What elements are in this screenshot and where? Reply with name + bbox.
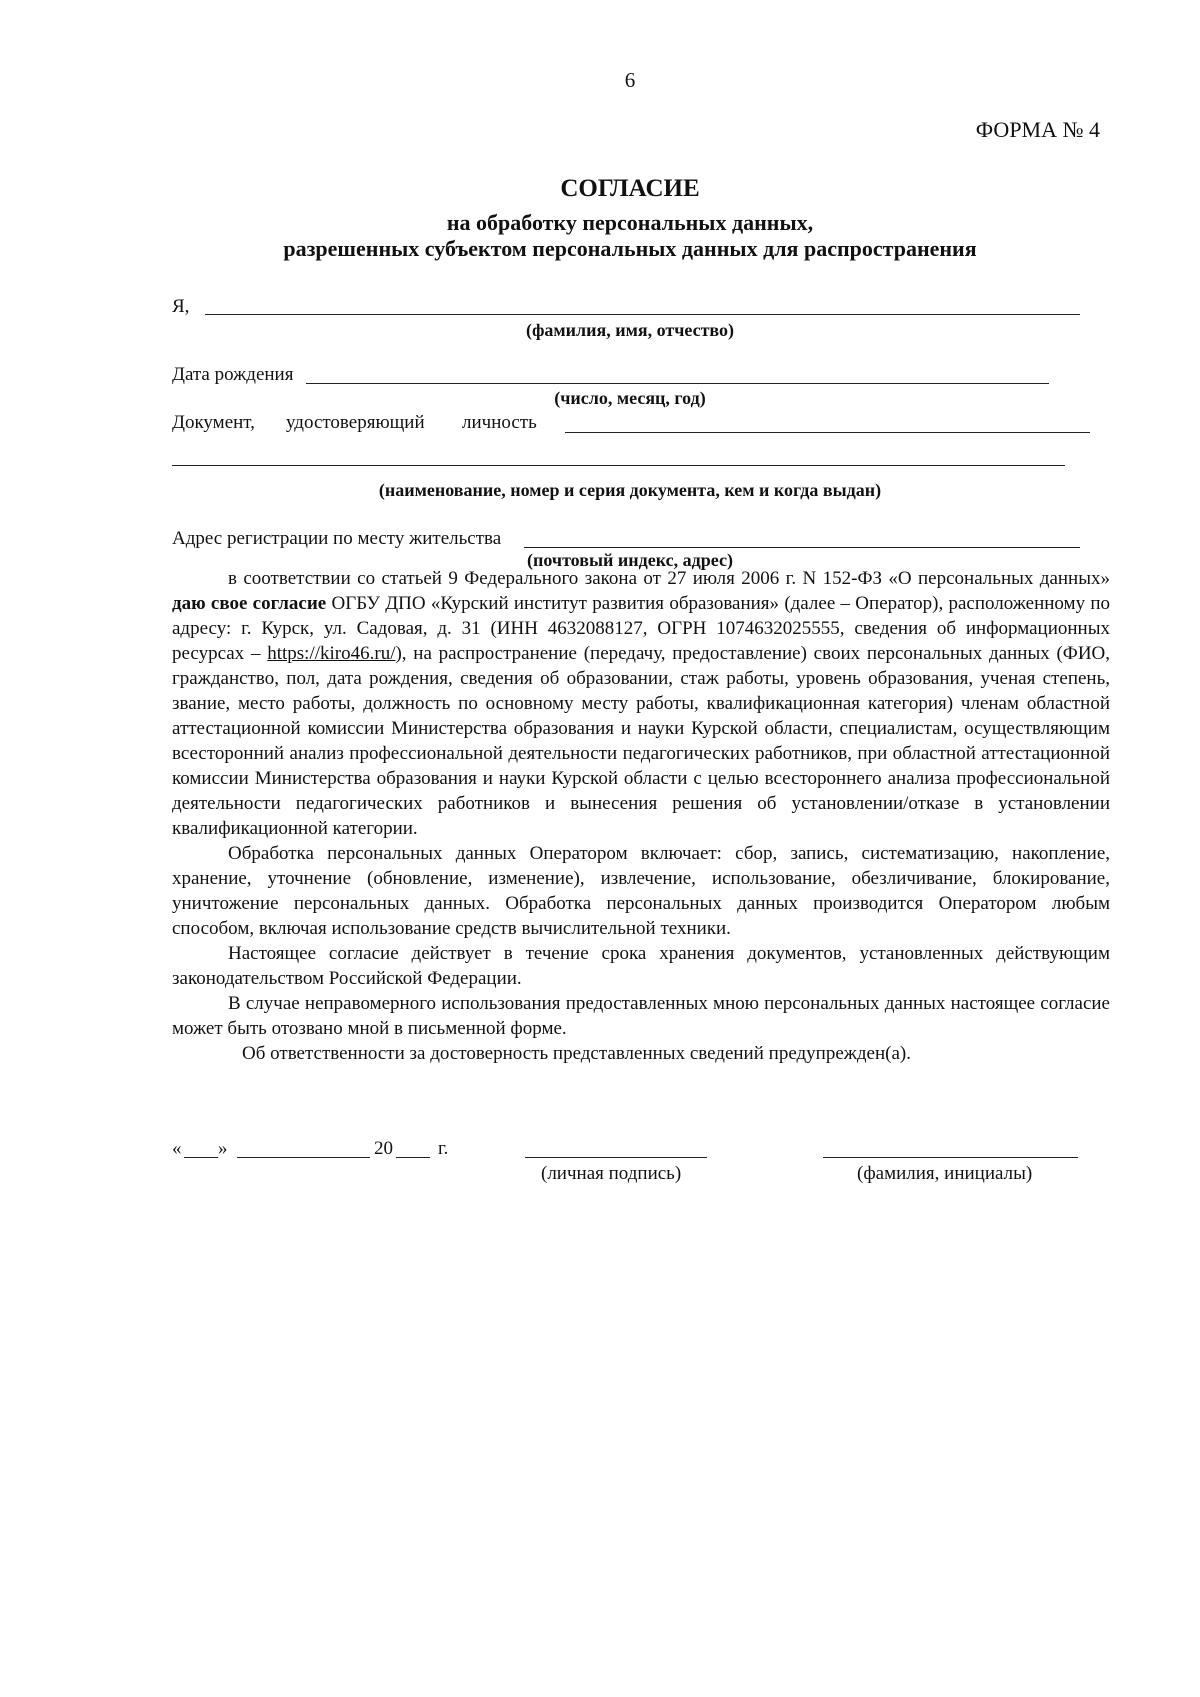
date-month-input-line[interactable] <box>237 1157 370 1158</box>
birth-date-hint: (число, месяц, год) <box>554 388 706 408</box>
document-label-1: Документ, <box>172 412 255 433</box>
name-hint: (фамилия, имя, отчество) <box>525 320 735 340</box>
form-label: ФОРМА № 4 <box>975 117 1100 142</box>
date-year-suffix: г. <box>438 1138 449 1159</box>
document-subtitle-2: разрешенных субъектом персональных данных для распространения <box>283 236 977 261</box>
birth-date-input-line[interactable] <box>306 383 1049 384</box>
address-label: Адрес регистрации по месту жительства <box>172 528 502 549</box>
p1-text-b: ОГБУ ДПО «Курский институт развития образования» (далее – Оператор), расположенному по адресу: г. Курск, ул. Садовая, д. 31 (ИНН 4632088127, ОГРН 1074632025555, сведения об информационных ресурсах – <box>172 593 1111 664</box>
document-title: СОГЛАСИЕ <box>560 175 700 202</box>
date-quote-close: » <box>218 1138 228 1159</box>
p1-text-c: ), на распространение (передачу, предоставление) своих персональных данных (ФИО, гражданство, пол, дата рождения, сведения об образовании, стаж работы, уровень образования, ученая степень, звание, место работы, должность по основному месту работы, квалификационная категория) членам областной аттестационной комиссии Министерства образования и науки Курской области, специалистам, осуществляющим всесторонний анализ профессиональной деятельности педагогических работников, при областной аттестационной комиссии Министерства образования и науки Курской области с целью всестороннего анализа профессиональной деятельности педагогических работников и вынесения решения об установлении/отказе в установлении квалификационной категории. <box>172 643 1111 839</box>
signature-hint: (личная подпись) <box>541 1163 682 1184</box>
document-input-line-2[interactable] <box>172 465 1065 466</box>
document-subtitle-1: на обработку персональных данных, <box>446 210 814 235</box>
date-year-prefix: 20 <box>374 1138 393 1159</box>
consent-paragraph-3: Настоящее согласие действует в течение срока хранения документов, установленных действующим законодательством Российской Федерации. <box>172 943 1110 989</box>
signature-input-line[interactable] <box>525 1157 707 1158</box>
p1-text-a: в соответствии со статьей 9 Федерального закона от 27 июля 2006 г. N 152-ФЗ «О персональных данных» <box>228 568 1110 589</box>
consent-paragraph-5: Об ответственности за достоверность представленных сведений предупрежден(а). <box>242 1043 911 1064</box>
date-quote-open: « <box>172 1138 182 1159</box>
name-label: Я, <box>172 296 190 317</box>
consent-body <box>172 566 1110 1066</box>
address-hint: (почтовый индекс, адрес) <box>527 550 733 570</box>
consent-paragraph-1 <box>172 566 1110 841</box>
document-input-line-1[interactable] <box>565 432 1090 433</box>
date-year-input-line[interactable] <box>396 1157 430 1158</box>
page-number: 6 <box>624 68 636 92</box>
surname-initials-input-line[interactable] <box>823 1157 1078 1158</box>
document-hint: (наименование, номер и серия документа, кем и когда выдан) <box>378 480 882 500</box>
consent-paragraph-4: В случае неправомерного использования предоставленных мною персональных данных настоящее согласие может быть отозвано мной в письменной форме. <box>172 993 1110 1039</box>
address-input-line[interactable] <box>524 547 1080 548</box>
birth-date-label: Дата рождения <box>172 364 294 385</box>
date-day-input-line[interactable] <box>184 1157 218 1158</box>
name-input-line[interactable] <box>205 314 1080 315</box>
kiro-website-link[interactable]: https://kiro46.ru/ <box>267 643 396 664</box>
document-label-3: личность <box>462 412 537 433</box>
document-label-2: удостоверяющий <box>286 412 425 433</box>
p1-bold-consent: даю свое согласие <box>172 593 327 614</box>
consent-paragraph-2: Обработка персональных данных Оператором включает: сбор, запись, систематизацию, накопление, хранение, уточнение (обновление, изменение), извлечение, использование, обезличивание, блокирование, уничтожение персональных данных. Обработка персональных данных производится Оператором любым способом, включая использование средств вычислительной техники. <box>172 843 1110 939</box>
surname-initials-hint: (фамилия, инициалы) <box>857 1163 1033 1184</box>
